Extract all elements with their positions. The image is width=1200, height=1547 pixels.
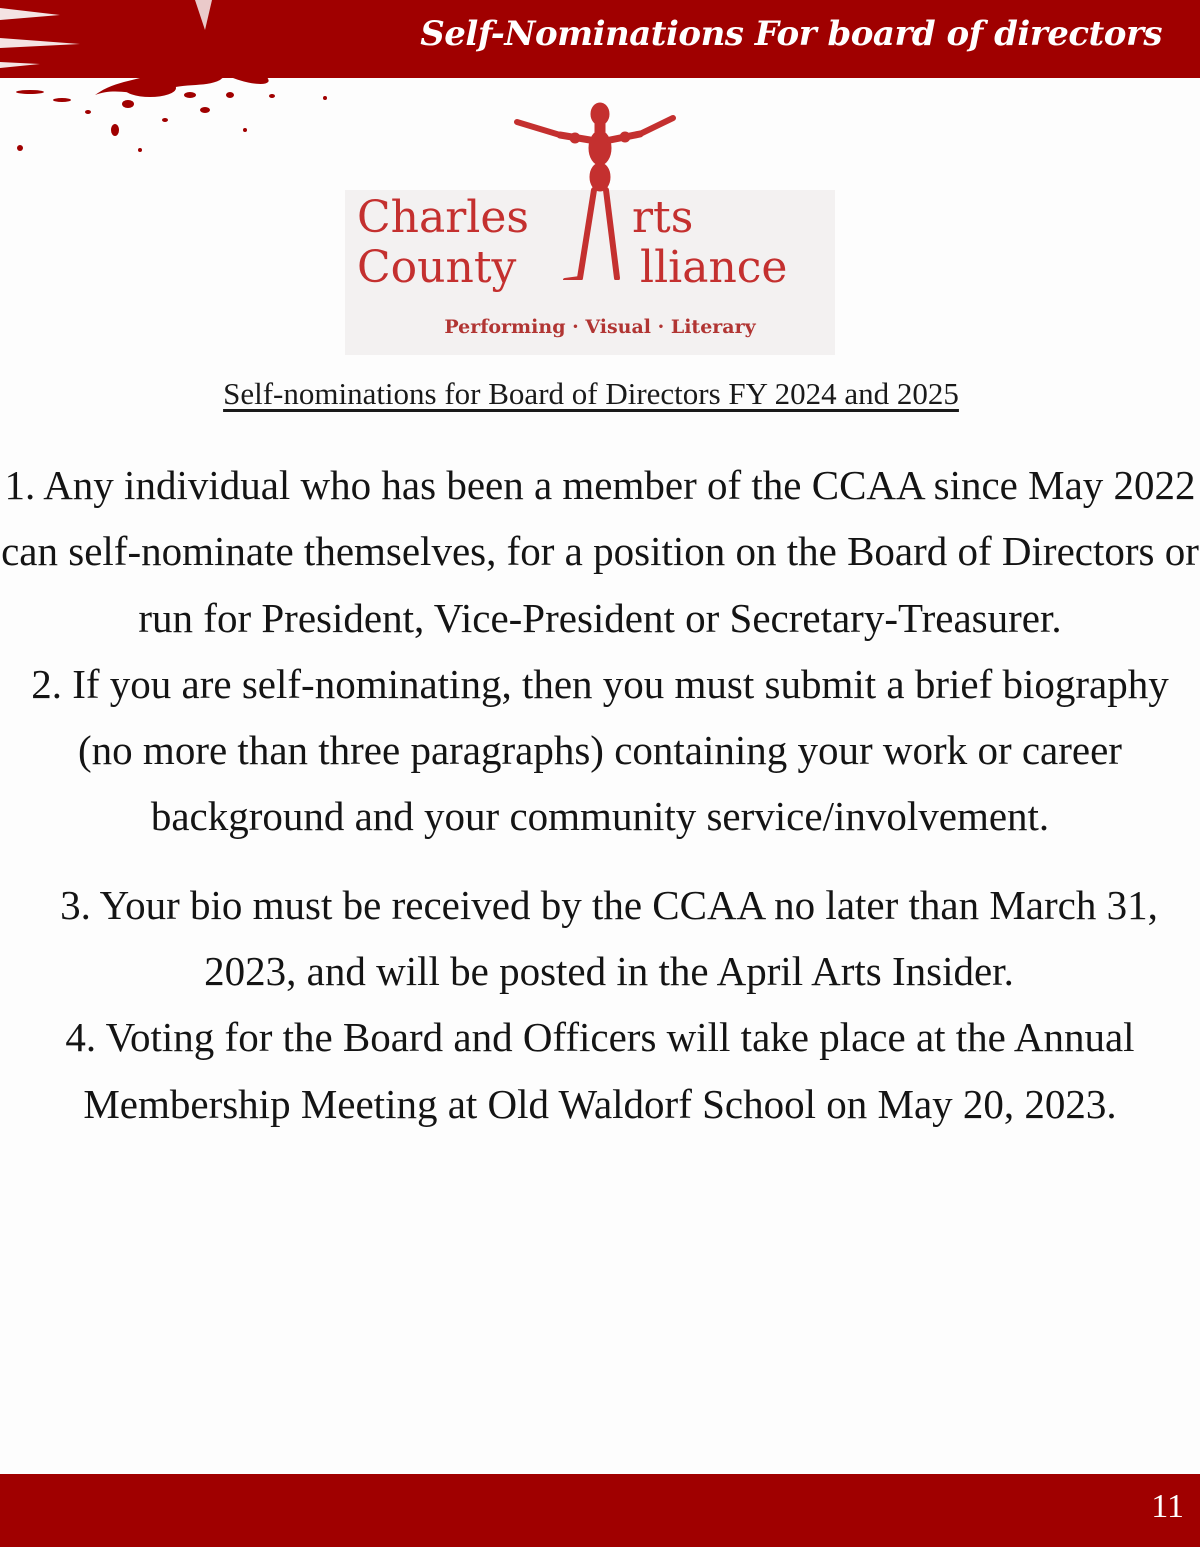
logo-tagline: Performing · Visual · Literary — [444, 316, 756, 338]
rule-item: 4. Voting for the Board and Officers will take place at the Annual Membership Meeting at Old Waldorf School on May 20, 2023. — [65, 1014, 1135, 1127]
section-subtitle: Self-nominations for Board of Directors FY 2024 and 2025 — [223, 376, 959, 411]
logo-word-county: County — [357, 242, 517, 293]
nomination-rules — [0, 452, 1200, 1137]
footer-bar — [0, 1474, 1200, 1547]
logo-word-arts: rts — [632, 192, 694, 243]
rule-item: 1. Any individual who has been a member of the CCAA since May 2022 can self-nominate themselves, for a position on the Board of Directors or run for President, Vice-President or Secretary-Treasurer. — [1, 462, 1199, 641]
logo-word-alliance: lliance — [640, 242, 788, 293]
page-number: 11 — [1151, 1488, 1184, 1525]
logo-word-charles: Charles — [357, 192, 529, 243]
page-title: Self-Nominations For board of directors — [420, 14, 1162, 54]
rule-item: 3. Your bio must be received by the CCAA no later than March 31, 2023, and will be posted in the April Arts Insider. — [60, 881, 1158, 995]
ccaa-logo — [345, 100, 835, 355]
rule-item: 2. If you are self-nominating, then you must submit a brief biography (no more than three paragraphs) containing your work or career background and your community service/involvement. — [31, 660, 1169, 840]
paint-splatter-decoration — [0, 0, 360, 175]
